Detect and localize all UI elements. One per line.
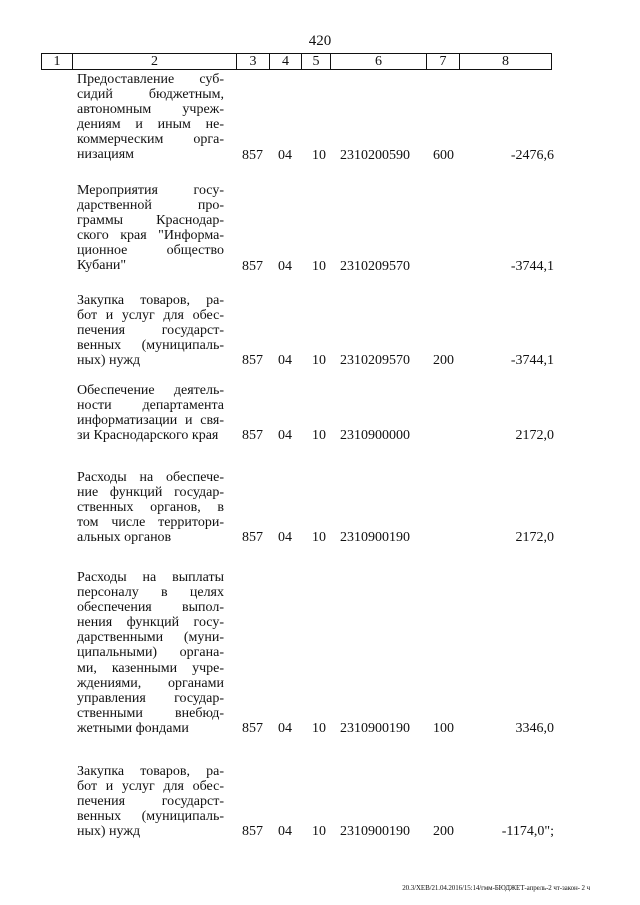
description-line: ности департамента xyxy=(77,398,224,414)
amount-value: 2172,0 xyxy=(515,428,554,444)
description-line: Расходы на обеспече- xyxy=(77,470,224,485)
expense-type-code: 600 xyxy=(433,147,454,163)
description-line: нения функций госу- xyxy=(77,615,224,631)
description-line: ципальными) органа- xyxy=(77,645,224,661)
description-line: бот и услуг для обес- xyxy=(77,779,224,795)
ministry-code: 857 xyxy=(242,258,263,274)
description-line: печения государст- xyxy=(77,323,224,339)
description-line: ционное общество xyxy=(77,243,224,259)
subsection-code: 10 xyxy=(312,353,326,369)
subsection-code: 10 xyxy=(312,824,326,840)
row-description xyxy=(77,72,224,163)
description-line: управления государ- xyxy=(77,690,224,706)
column-header-5: 5 xyxy=(301,53,331,70)
target-article-code: 2310209570 xyxy=(340,353,410,369)
column-header-6: 6 xyxy=(330,53,427,70)
description-line: ственных органов, в xyxy=(77,500,224,516)
expense-type-code: 100 xyxy=(433,721,454,736)
page-number: 420 xyxy=(308,33,332,49)
expense-type-code: 200 xyxy=(433,824,454,840)
description-line: Предоставление суб- xyxy=(77,72,224,87)
target-article-code: 2310900190 xyxy=(340,530,410,546)
target-article-code: 2310200590 xyxy=(340,147,410,163)
column-header-4: 4 xyxy=(269,53,302,70)
section-code: 04 xyxy=(278,721,292,736)
ministry-code: 857 xyxy=(242,428,263,444)
column-header-3: 3 xyxy=(236,53,270,70)
description-line: Обеспечение деятель- xyxy=(77,383,224,398)
column-header-2: 2 xyxy=(72,53,237,70)
description-line: ственными внебюд- xyxy=(77,705,224,721)
description-line: ждениями, органами xyxy=(77,675,224,691)
ministry-code: 857 xyxy=(242,353,263,369)
column-header-1: 1 xyxy=(41,53,73,70)
description-line: дарственной про- xyxy=(77,198,224,214)
subsection-code: 10 xyxy=(312,721,326,736)
description-line: ского края "Информа- xyxy=(77,228,224,244)
amount-value: 3346,0 xyxy=(515,721,554,736)
amount-value: -1174,0"; xyxy=(501,824,554,840)
section-code: 04 xyxy=(278,147,292,163)
description-line: ных) нужд xyxy=(77,353,141,369)
column-header-8: 8 xyxy=(459,53,552,70)
row-description xyxy=(77,383,224,443)
description-line: автономным учреж- xyxy=(77,102,224,118)
amount-value: 2172,0 xyxy=(515,530,554,546)
footer-file-stamp: 20.3/XEB/21.04.2016/15:14/гмм-БЮДЖЕТ-апрель-2 чт-закон- 2 ч xyxy=(402,884,590,892)
row-description xyxy=(77,183,224,274)
section-code: 04 xyxy=(278,824,292,840)
amount-value: -3744,1 xyxy=(510,258,554,274)
target-article-code: 2310209570 xyxy=(340,258,410,274)
section-code: 04 xyxy=(278,353,292,369)
row-description xyxy=(77,470,224,545)
description-line: зи Краснодарского края xyxy=(77,428,219,444)
section-code: 04 xyxy=(278,530,292,546)
row-description xyxy=(77,570,224,736)
ministry-code: 857 xyxy=(242,147,263,163)
amount-value: -2476,6 xyxy=(510,147,554,163)
description-line: печения государст- xyxy=(77,794,224,810)
ministry-code: 857 xyxy=(242,530,263,546)
description-line: дарственными (муни- xyxy=(77,630,224,646)
description-line: бот и услуг для обес- xyxy=(77,308,224,324)
description-line: Закупка товаров, ра- xyxy=(77,293,224,308)
ministry-code: 857 xyxy=(242,824,263,840)
description-line: коммерческим орга- xyxy=(77,132,224,148)
description-line: Кубани" xyxy=(77,258,127,274)
description-line: Расходы на выплаты xyxy=(77,570,224,585)
description-line: дениям и иным не- xyxy=(77,117,224,133)
description-line: сидий бюджетным, xyxy=(77,87,224,103)
description-line: Мероприятия госу- xyxy=(77,183,224,198)
description-line: ми, казенными учре- xyxy=(77,660,224,676)
subsection-code: 10 xyxy=(312,530,326,546)
target-article-code: 2310900000 xyxy=(340,428,410,444)
expense-type-code: 200 xyxy=(433,353,454,369)
description-line: венных (муниципаль- xyxy=(77,338,224,354)
section-code: 04 xyxy=(278,428,292,444)
description-line: ние функций государ- xyxy=(77,485,224,501)
description-line: венных (муниципаль- xyxy=(77,809,224,825)
section-code: 04 xyxy=(278,258,292,274)
row-description xyxy=(77,293,224,368)
subsection-code: 10 xyxy=(312,258,326,274)
subsection-code: 10 xyxy=(312,147,326,163)
description-line: том числе территори- xyxy=(77,515,224,531)
subsection-code: 10 xyxy=(312,428,326,444)
table-header xyxy=(41,53,552,70)
description-line: жетными фондами xyxy=(77,720,189,736)
target-article-code: 2310900190 xyxy=(340,721,410,736)
target-article-code: 2310900190 xyxy=(340,824,410,840)
description-line: обеспечения выпол- xyxy=(77,600,224,616)
description-line: ных) нужд xyxy=(77,824,141,840)
description-line: низациям xyxy=(77,147,135,163)
ministry-code: 857 xyxy=(242,721,263,736)
description-line: Закупка товаров, ра- xyxy=(77,764,224,779)
description-line: персоналу в целях xyxy=(77,585,224,601)
column-header-7: 7 xyxy=(426,53,460,70)
description-line: альных органов xyxy=(77,530,172,546)
description-line: информатизации и свя- xyxy=(77,413,224,429)
row-description xyxy=(77,764,224,839)
description-line: граммы Краснодар- xyxy=(77,213,224,229)
amount-value: -3744,1 xyxy=(510,353,554,369)
